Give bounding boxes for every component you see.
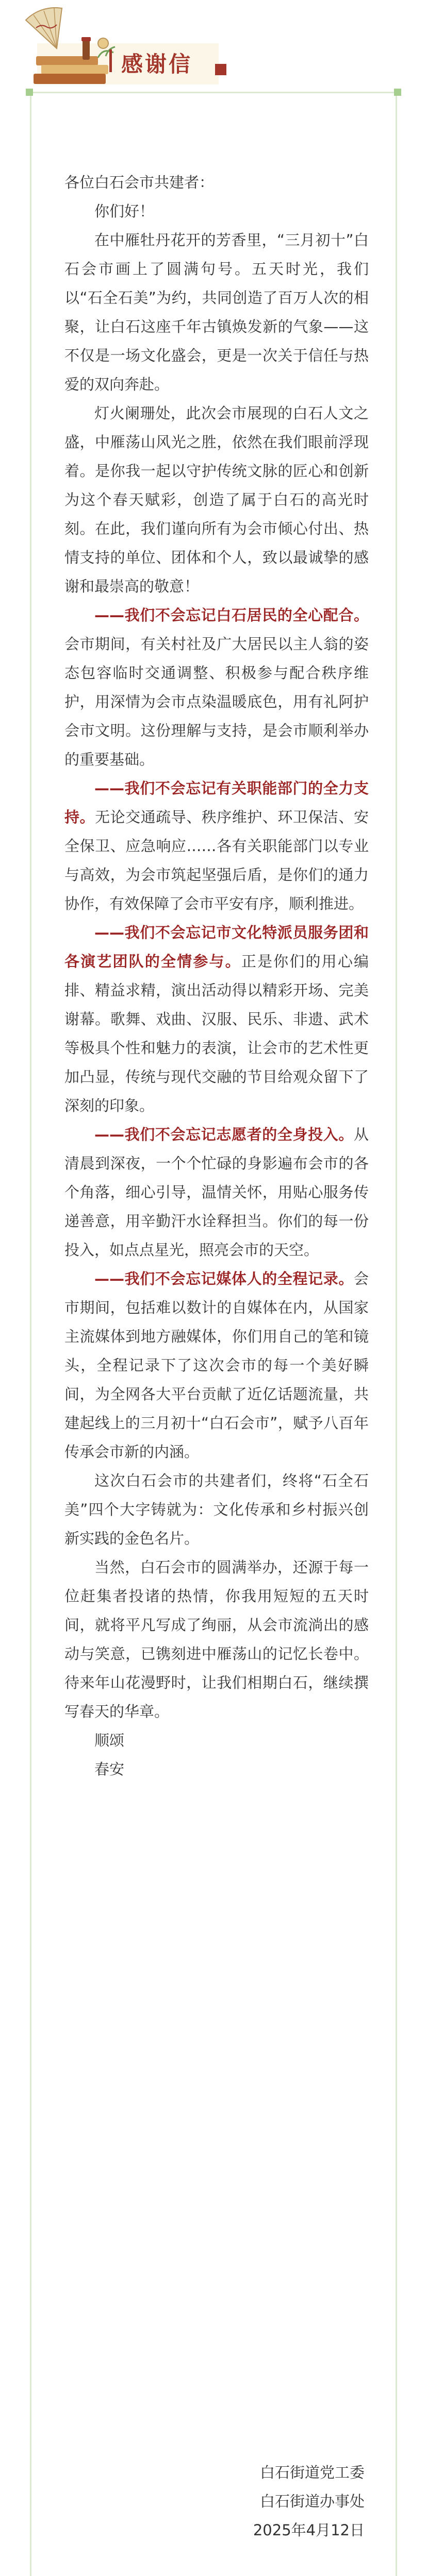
paragraph-8: 这次白石会市的共建者们，终将“石全石美”四个大字铸就为：文化传承和乡村振兴创新实践的金色名片。 (64, 1472, 369, 1547)
section-media (64, 1264, 369, 1466)
salutation: 各位白石会市共建者： (64, 174, 215, 191)
section-volunteers (64, 1120, 369, 1264)
greeting: 你们好！ (94, 202, 155, 220)
section-volunteers-title: ——我们不会忘记志愿者的全身投入。 (94, 1126, 354, 1143)
card-corner-top-right (394, 89, 401, 96)
section-residents-body: 会市期间，有关村社及广大居民以主人翁的姿态包容临时交通调整、积极参与配合秩序维护，用深情为会市点染温暖底色，用有礼阿护会市文明。这份理解与支持，是会市顺利举办的重要基础。 (64, 635, 369, 768)
section-performers-title: ——我们不会忘记市文化特派员服务团和各演艺团队的全情参与。 (64, 924, 369, 970)
section-departments-body: 无论交通疏导、秩序维护、环卫保洁、安全保卫、应急响应……各有关职能部门以专业与高效，为会市筑起坚强后盾，是你们的通力协作，有效保障了会市平安有序，顺利推进。 (64, 808, 369, 912)
section-volunteers-body: 从清晨到深夜，一个个忙碌的身影遍布会市的各个角落，细心引导，温情关怀，用贴心服务传递善意，用辛勤汗水诠释担当。你们的每一份投入，如点点星光，照亮会市的天空。 (64, 1126, 369, 1259)
header (0, 0, 427, 90)
closing-2: 春安 (94, 1760, 125, 1778)
section-departments (64, 774, 369, 918)
letter-date: 2025年4月12日 (253, 2521, 365, 2539)
intro-paragraph: 在中雁牡丹花开的芳香里，“三月初十”白石会市画上了圆满句号。五天时光，我们以“石全石美”为约，共同创造了百万人次的相聚，让白石这座千年古镇焕发新的气象——这不仅是一场文化盛会，更是一次关于信任与热爱的双向奔赴。 (64, 231, 369, 393)
letter-card (30, 92, 397, 2576)
paragraph-2: 灯火阑珊处，此次会市展现的白石人文之盛，中雁荡山风光之胜，依然在我们眼前浮现着。是你我一起以守护传统文脉的匠心和创新为这个春天赋彩，创造了属于白石的高光时刻。在此，我们谨向所有为会市倾心付出、热情支持的单位、团体和个人，致以最诚挚的感谢和最崇高的敬意！ (64, 404, 369, 595)
header-square-icon (215, 64, 226, 75)
section-media-body: 会市期间，包括难以数计的自媒体在内，从国家主流媒体到地方融媒体，你们用自己的笔和镜头，全程记录下了这次会市的每一个美好瞬间，为全网各大平台贡献了近亿话题流量，共建起线上的三月初十“白石会市”，赋予八百年传承会市新的内涵。 (64, 1270, 369, 1461)
section-media-title: ——我们不会忘记媒体人的全程记录。 (94, 1270, 354, 1287)
section-residents (64, 601, 369, 774)
signer-2: 白石街道办事处 (259, 2493, 365, 2510)
page-title: 感谢信 (121, 52, 193, 77)
card-corner-top-left (26, 89, 33, 96)
section-residents-title: ——我们不会忘记白石居民的全心配合。 (94, 606, 369, 624)
section-departments-title: ——我们不会忘记有关职能部门的全力支持。 (64, 779, 369, 826)
scroll-fan-illustration-icon (21, 7, 119, 87)
paragraph-9: 当然，白石会市的圆满举办，还源于每一位赶集者投诸的热情，你我用短短的五天时间，就将平凡写成了绚丽，从会市流淌出的感动与笑意，已镌刻进中雁荡山的记忆长卷中。待来年山花漫野时，让我们相期白石，继续撰写春天的华章。 (64, 1558, 369, 1720)
section-performers (64, 918, 369, 1120)
letter-body (64, 168, 369, 1784)
signer-1: 白石街道党工委 (259, 2464, 365, 2481)
section-performers-body: 正是你们的用心编排、精益求精，演出活动得以精彩开场、完美谢幕。歌舞、戏曲、汉服、民乐、非遗、武术等极具个性和魅力的表演，让会市的艺术性更加凸显，传统与现代交融的节目给观众留下了深刻的印象。 (64, 953, 369, 1114)
closing-1: 顺颂 (94, 1732, 125, 1749)
header-divider (109, 49, 112, 72)
